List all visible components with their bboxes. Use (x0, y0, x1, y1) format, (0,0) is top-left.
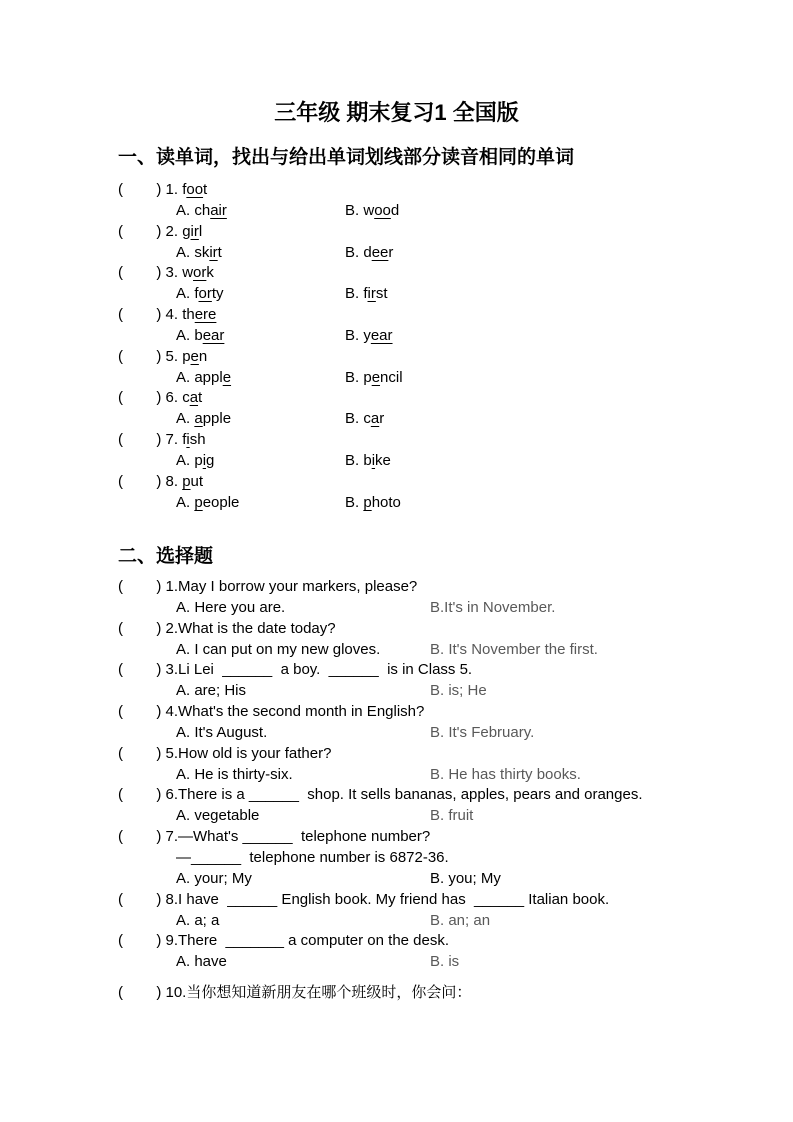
plain-letters: B. b (345, 451, 372, 469)
question-stem-line (118, 702, 643, 723)
question-stem: What is the date today? (178, 619, 336, 637)
question-stem-line (118, 347, 403, 368)
question-stem-line (118, 472, 403, 493)
options-line (176, 869, 643, 890)
plain-letters: st (375, 285, 388, 303)
answer-paren-and-number: ( ) 3. (118, 661, 179, 679)
plain-letters: sh (189, 431, 206, 449)
underlined-letters: p (363, 493, 372, 511)
underlined-letters: e (371, 368, 381, 386)
option-a: A. vegetable (176, 807, 260, 825)
option-a (176, 326, 345, 347)
underlined-letters: ir (209, 243, 218, 261)
underlined-letters: ir (190, 222, 199, 240)
plain-letters: c (182, 389, 190, 407)
question-row (118, 180, 403, 222)
question-row (118, 472, 403, 514)
question-stem-line (118, 577, 643, 598)
options-line (176, 409, 403, 430)
question-stem-line (118, 619, 643, 640)
question-stem: There is a ______ shop. It sells bananas, apples, pears and oranges. (178, 786, 643, 804)
question-row (118, 785, 643, 827)
underlined-letters: oo (374, 201, 391, 219)
option-b: B. He has thirty books. (430, 765, 581, 783)
answer-paren-and-number: ( ) 4. (118, 306, 183, 324)
option-a: A. have (176, 953, 227, 971)
option-b (345, 244, 393, 261)
plain-letters: k (206, 264, 214, 282)
underlined-letters: air (210, 201, 227, 219)
underlined-letters: i (371, 451, 376, 469)
question-stem-line (118, 430, 403, 451)
options-line (176, 952, 643, 973)
answer-paren-and-number: ( ) 7. (118, 431, 183, 449)
plain-letters: th (182, 306, 195, 324)
question-stem: 当你想知道新朋友在哪个班级时，你会问： (186, 984, 472, 1002)
question-row (118, 222, 403, 264)
answer-paren-and-number: ( ) 4. (118, 703, 179, 721)
options-line (176, 681, 643, 702)
underlined-letters: e (222, 368, 232, 386)
underlined-letters: ir (367, 285, 376, 303)
plain-letters: t (198, 389, 203, 407)
plain-letters: A. (176, 410, 195, 428)
question-stem-line (118, 744, 643, 765)
question-stem-line2: —______ telephone number is 6872-36. (176, 848, 449, 866)
plain-letters: B. (345, 493, 364, 511)
options-line (176, 326, 403, 347)
plain-letters: l (198, 222, 203, 240)
options-line (176, 243, 403, 264)
option-a: A. He is thirty-six. (176, 765, 293, 783)
plain-letters: A. p (176, 451, 203, 469)
options-line (176, 723, 643, 744)
question-word (182, 306, 216, 323)
question-stem-line (118, 827, 643, 848)
option-a: A. Here you are. (176, 598, 286, 616)
plain-letters: p (182, 347, 191, 365)
question-row (118, 702, 643, 744)
option-b (345, 327, 393, 344)
question-stem: May I borrow your markers, please? (178, 578, 418, 595)
plain-letters: A. (176, 493, 195, 511)
options-line (176, 368, 403, 389)
answer-paren-and-number: ( ) 2. (118, 619, 179, 637)
plain-letters: eople (202, 493, 240, 511)
choice-question-list (118, 577, 643, 1004)
question-word (182, 389, 202, 406)
underlined-letters: ear (202, 326, 225, 344)
question-row (118, 827, 643, 890)
question-stem: Li Lei ______ a boy. ______ is in Class 5. (178, 661, 473, 679)
option-b: B.It's in November. (430, 598, 556, 616)
option-a: A. I can put on my new gloves. (176, 640, 381, 658)
question-stem: How old is your father? (178, 744, 332, 762)
option-b (345, 494, 401, 511)
answer-paren-and-number: ( ) 6. (118, 786, 179, 804)
plain-letters: A. ch (176, 201, 211, 219)
question-word (182, 181, 207, 198)
question-row (118, 577, 643, 619)
plain-letters: r (388, 243, 394, 261)
answer-paren-and-number: ( ) 8. (118, 890, 179, 908)
underlined-letters: a (370, 410, 380, 428)
option-b: B. It's November the first. (430, 640, 598, 658)
option-a: A. your; My (176, 869, 252, 887)
underlined-letters: i (186, 431, 190, 449)
option-a (176, 243, 345, 264)
underlined-letters: ere (194, 306, 217, 324)
underlined-letters: ear (370, 326, 393, 344)
plain-letters: B. c (345, 410, 371, 428)
option-b (345, 202, 399, 219)
underlined-letters: a (189, 389, 199, 407)
underlined-letters: or (198, 285, 212, 303)
answer-paren-and-number: ( ) 5. (118, 347, 183, 365)
plain-letters: f (182, 431, 187, 449)
plain-letters: B. d (345, 243, 372, 261)
plain-letters: g (206, 451, 215, 469)
plain-letters: B. w (345, 201, 375, 219)
question-row (118, 347, 403, 389)
answer-paren-and-number: ( ) 7. (118, 828, 179, 846)
option-a (176, 451, 345, 472)
underlined-letters: i (202, 451, 207, 469)
question-row (118, 983, 643, 1004)
question-word (182, 473, 203, 490)
plain-letters: r (379, 410, 385, 428)
answer-paren-and-number: ( ) 1. (118, 578, 179, 595)
options-line (176, 911, 643, 932)
question-row (118, 263, 403, 305)
question-word (182, 264, 214, 281)
plain-letters: B. y (345, 326, 371, 344)
question-stem-line (118, 660, 643, 681)
option-a (176, 409, 345, 430)
question-stem-line (118, 263, 403, 284)
question-row (118, 931, 643, 973)
question-stem-line (118, 785, 643, 806)
question-stem: There _______ a computer on the desk. (178, 932, 450, 950)
question-stem-line (118, 180, 403, 201)
question-row (118, 660, 643, 702)
plain-letters: n (198, 347, 208, 365)
page-title: 三年级 期末复习1 全国版 (274, 100, 519, 125)
plain-letters: d (390, 201, 400, 219)
option-b: B. is (430, 953, 460, 971)
option-b: B. you; My (430, 869, 501, 887)
question-row (118, 890, 643, 932)
options-line (176, 598, 643, 619)
question-row (118, 388, 403, 430)
plain-letters: A. b (176, 326, 203, 344)
option-b (345, 452, 391, 469)
question-row (118, 430, 403, 472)
plain-letters: g (182, 222, 191, 240)
option-b: B. It's February. (430, 723, 535, 741)
plain-letters: pple (202, 410, 232, 428)
question-stem-line (118, 890, 643, 911)
underlined-letters: p (194, 493, 203, 511)
underlined-letters: oo (186, 181, 204, 198)
option-b: B. fruit (430, 807, 474, 825)
options-line (176, 201, 403, 222)
plain-letters: ty (211, 285, 224, 303)
answer-paren-and-number: ( ) 9. (118, 932, 179, 950)
section2-heading: 二、选择题 (118, 546, 214, 567)
plain-letters: ncil (380, 368, 403, 386)
answer-paren-and-number: ( ) 3. (118, 264, 183, 282)
option-b (345, 410, 384, 427)
option-a: A. It's August. (176, 723, 268, 741)
options-line (176, 806, 643, 827)
option-a (176, 284, 345, 305)
option-a (176, 201, 345, 222)
plain-letters: B. p (345, 368, 372, 386)
question-stem-line (118, 305, 403, 326)
answer-paren-and-number: ( ) 2. (118, 222, 183, 240)
option-a (176, 368, 345, 389)
plain-letters: A. appl (176, 368, 223, 386)
plain-letters: t (203, 181, 208, 198)
question-word (182, 223, 202, 240)
question-stem-line (118, 222, 403, 243)
question-stem-line (118, 931, 643, 952)
option-b: B. is; He (430, 682, 487, 700)
question-row (118, 305, 403, 347)
question-stem: —What's ______ telephone number? (178, 828, 431, 846)
answer-paren-and-number: ( ) 1. (118, 181, 183, 198)
plain-letters: ut (190, 472, 204, 490)
underlined-letters: ee (371, 243, 389, 261)
answer-paren-and-number: ( ) 8. (118, 472, 183, 490)
plain-letters: t (217, 243, 222, 261)
option-b (345, 285, 388, 302)
option-a (176, 493, 345, 514)
plain-letters: A. f (176, 285, 199, 303)
answer-paren-and-number: ( ) 6. (118, 389, 183, 407)
plain-letters: A. sk (176, 243, 210, 261)
plain-letters: ke (375, 451, 391, 469)
underlined-letters: a (194, 410, 203, 428)
plain-letters: hoto (371, 493, 401, 511)
option-a: A. are; His (176, 682, 247, 700)
question-stem-line (118, 983, 643, 1004)
option-a: A. a; a (176, 911, 220, 929)
options-line (176, 493, 403, 514)
option-b (345, 369, 403, 386)
options-line (176, 451, 403, 472)
question-stem-line (118, 388, 403, 409)
options-line (176, 765, 643, 786)
plain-letters: B. f (345, 285, 368, 303)
answer-paren-and-number: ( ) 10. (118, 984, 187, 1002)
options-line (176, 640, 643, 661)
plain-letters: f (182, 181, 187, 198)
question-word (182, 431, 205, 448)
section1-heading: 一、读单词，找出与给出单词划线部分读音相同的单词 (118, 147, 575, 168)
answer-paren-and-number: ( ) 5. (118, 744, 179, 762)
phonics-question-list (118, 180, 403, 514)
plain-letters: w (182, 264, 194, 282)
underlined-letters: p (182, 472, 191, 490)
question-row (118, 619, 643, 661)
question-row (118, 744, 643, 786)
underlined-letters: e (190, 347, 199, 365)
options-line (176, 284, 403, 305)
option-b: B. an; an (430, 911, 491, 929)
question-stem: What's the second month in English? (178, 703, 425, 721)
question-word (182, 348, 207, 365)
question-stem: I have ______ English book. My friend has ______ Italian book. (178, 890, 610, 908)
underlined-letters: or (193, 264, 207, 282)
